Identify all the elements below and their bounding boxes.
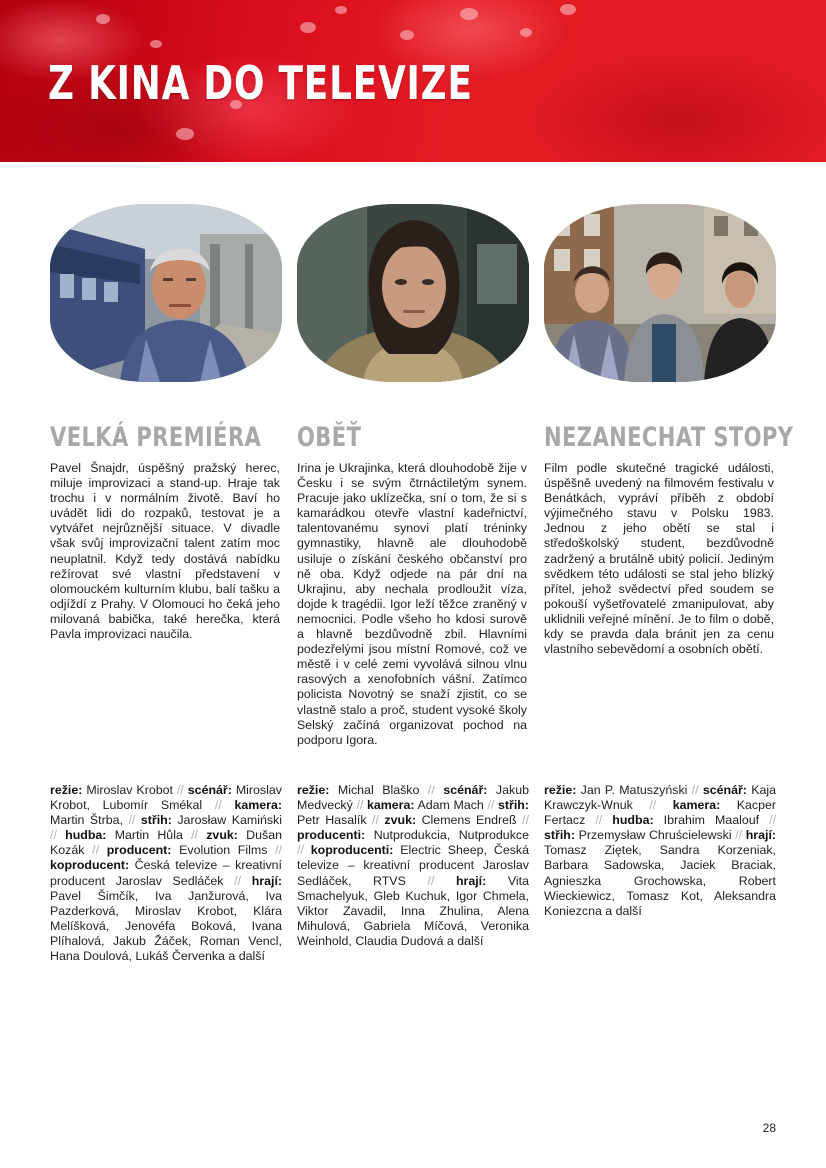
credit-label: koproducent:	[50, 858, 130, 873]
film-photo-velka-premiera	[50, 204, 282, 382]
credit-label: střih:	[140, 813, 172, 828]
credit-separator: //	[297, 843, 304, 858]
credit-separator: //	[356, 798, 364, 813]
credit-label: hudba:	[612, 813, 654, 828]
credit-value: Dušan Kozák	[50, 828, 282, 858]
credit-label: režie:	[544, 783, 577, 797]
credit-separator: //	[275, 843, 282, 858]
film-synopsis-velka-premiera: Pavel Šnajdr, úspěšný pražský herec, miluje improvizaci a stand-up. Hraje tak trochu i v normálním životě. Baví ho uvádět lidi do rozpaků, testovat je a vytvářet nejrůznější situace. V divadle však svůj improvizační talent zatím moc neuplatnil. Když tedy dostává nabídku režírovat své vlastní představení v olomouckém kulturním klubu, balí tašku a odjíždí z Prahy. V Olomouci ho čeká jeho milovaná babička, také herečka, která Pavla improvizaci naučila.	[50, 461, 280, 642]
credit-separator: //	[214, 798, 222, 813]
credit-label: scénář:	[187, 783, 232, 797]
credit-separator: //	[691, 783, 699, 797]
page-number: 28	[762, 1121, 776, 1135]
page-title: Z KINA DO TELEVIZE	[48, 56, 473, 110]
photo-old-man-icon	[50, 204, 282, 382]
decorative-flower	[96, 14, 110, 24]
credit-value: Jan P. Matuszyński	[580, 783, 688, 797]
decorative-flower	[150, 40, 162, 48]
credit-separator: //	[372, 813, 379, 828]
decorative-flower	[520, 28, 532, 37]
credit-separator: //	[735, 828, 743, 843]
decorative-flower	[176, 128, 194, 140]
credit-value: Electric Sheep, Česká televize – kreativní producent Jaroslav Sedláček, RTVS	[297, 843, 529, 888]
film-title-velka-premiera: VELKÁ PREMIÉRA	[50, 422, 262, 453]
film-credits-velka-premiera	[50, 783, 282, 964]
credit-value: Michal Blaško	[337, 783, 420, 797]
credit-label: kamera:	[366, 798, 415, 813]
decorative-flower	[460, 8, 478, 20]
film-photo-obet	[297, 204, 529, 382]
photo-woman-icon	[297, 204, 529, 382]
decorative-flower	[400, 30, 414, 40]
credit-separator: //	[522, 813, 530, 828]
credit-value: Evolution Films	[179, 843, 268, 858]
credit-value: Clemens Endreß	[421, 813, 517, 828]
credit-value: Tomasz Ziętek, Sandra Korzeniak, Barbara Sadowska, Jaciek Braciak, Agnieszka Grochowska, Robert Wieckiewicz, Tomasz Kot, Aleksandra Koniezcna a další	[544, 843, 776, 918]
credit-separator: //	[649, 798, 657, 813]
film-photo-nezanechat-stopy	[544, 204, 776, 382]
film-synopsis-nezanechat-stopy: Film podle skutečné tragické události, úspěšně uvedený na filmovém festivalu v Benátkách, vypráví příběh z období výjimečného stavu v Polsku 1983. Jednou z jeho obětí se stal i středoškolský student, bezdůvodně zadržený a brutálně ubitý policií. Jediným svědkem této události se stal jeho blízký přítel, jehož svědectví před soudem se pokouší vyšetřovatelé zmanipulovat, aby uklidnili veřejné mínění. Je to film o době, kdy se pravda dala bránit jen za cenu vlastního sebevědomí a osobních obětí.	[544, 461, 774, 657]
credit-label: scénář:	[702, 783, 747, 797]
photo-three-men-icon	[544, 204, 776, 382]
header-banner	[0, 0, 826, 162]
credit-separator: //	[427, 783, 435, 797]
credit-separator: //	[50, 828, 57, 843]
credit-value: Pavel Šimčík, Iva Janžurová, Iva Pazderková, Miroslav Krobot, Klára Melíšková, Jenovéfa Boková, Ivana Plíhalová, Jakub Žáček, Roman Vencl, Hana Doulová, Lukáš Červenka a další	[50, 888, 282, 964]
credit-label: zvuk:	[384, 813, 417, 828]
credit-label: hudba:	[65, 828, 107, 843]
decorative-flower	[335, 6, 347, 14]
decorative-flower	[300, 22, 316, 33]
film-title-nezanechat-stopy: NEZANECHAT STOPY	[544, 422, 794, 453]
credit-label: režie:	[297, 783, 330, 797]
credit-label: koproducenti:	[310, 843, 394, 858]
credit-separator: //	[427, 873, 435, 888]
credit-label: hrají:	[745, 828, 777, 843]
credit-label: producenti:	[297, 828, 366, 843]
credit-value: Kaja Krawczyk-Wnuk	[544, 783, 776, 813]
credit-separator: //	[769, 813, 777, 828]
decorative-flower	[560, 4, 576, 15]
credit-separator: //	[487, 798, 495, 813]
film-credits-obet	[297, 783, 529, 949]
credit-value: Nutprodukcia, Nutprodukce	[373, 828, 529, 843]
credit-label: kamera:	[234, 798, 282, 813]
credit-value: Kacper Fertacz	[544, 798, 776, 828]
film-title-obet: OBĚŤ	[297, 422, 362, 453]
credit-label: režie:	[50, 783, 83, 797]
credit-value: Vita Smachelyuk, Gleb Kuchuk, Igor Chmela, Viktor Zavadil, Inna Zhulina, Alena Mihulová, Gabriela Míčová, Veronika Weinhold, Claudia Dudová a další	[297, 873, 529, 948]
credit-label: scénář:	[443, 783, 488, 797]
credit-separator: //	[128, 813, 136, 828]
credit-value: Miroslav Krobot	[86, 783, 173, 797]
credit-value: Petr Hasalík	[297, 813, 367, 828]
credit-label: hrají:	[251, 873, 283, 888]
credit-separator: //	[191, 828, 198, 843]
credit-separator: //	[595, 813, 603, 828]
film-credits-nezanechat-stopy	[544, 783, 776, 919]
credit-value: Martin Hůla	[114, 828, 183, 843]
credit-value: Česká televize – kreativní producent Jaroslav Sedláček	[50, 858, 282, 888]
credit-separator: //	[176, 783, 184, 797]
credit-label: zvuk:	[206, 828, 238, 843]
credit-value: Ibrahim Maalouf	[663, 813, 760, 828]
credit-label: producent:	[106, 843, 172, 858]
film-synopsis-obet: Irina je Ukrajinka, která dlouhodobě žije v Česku i se svým čtrnáctiletým synem. Pracuje jako uklízečka, sní o tom, že si s kamarádkou otevře vlastní kadeřnictví, talentovanému synovi platí tréninky gymnastiky, hlavně ale dlouhodobě usiluje o získání českého občanství pro ně oba. Když odjede na pár dní na Ukrajinu, aby nechala prodloužit víza, dojde k tragédii. Igor leží těžce zraněný v nemocnici. Podle všeho ho kdosi surově a hlavně bezdůvodně zbil. Hlavními podezřelými jsou místní Romové, což ve městě i v celé zemi vyvolává silnou vlnu rasových a xenofobních vášní. Zatímco policista Novotný se snaží zjistit, co se vlastně stalo a proč, student vysoké školy Selský začíná organizovat pochod na podporu Igora.	[297, 461, 527, 747]
credit-label: střih:	[498, 798, 529, 813]
credit-separator: //	[92, 843, 100, 858]
credit-value: Jakub Medvecký	[297, 783, 529, 813]
credit-value: Jarosław Kamiński	[177, 813, 283, 828]
credit-label: střih:	[544, 828, 575, 843]
credit-value: Adam Mach	[417, 798, 484, 813]
credit-value: Martin Štrba,	[50, 813, 123, 828]
credit-label: kamera:	[672, 798, 721, 813]
credit-value: Przemysław Chruścielewski	[578, 828, 732, 843]
credit-label: hrají:	[455, 873, 487, 888]
credit-value: Miroslav Krobot, Lubomír Smékal	[50, 783, 282, 813]
credit-separator: //	[234, 873, 242, 888]
